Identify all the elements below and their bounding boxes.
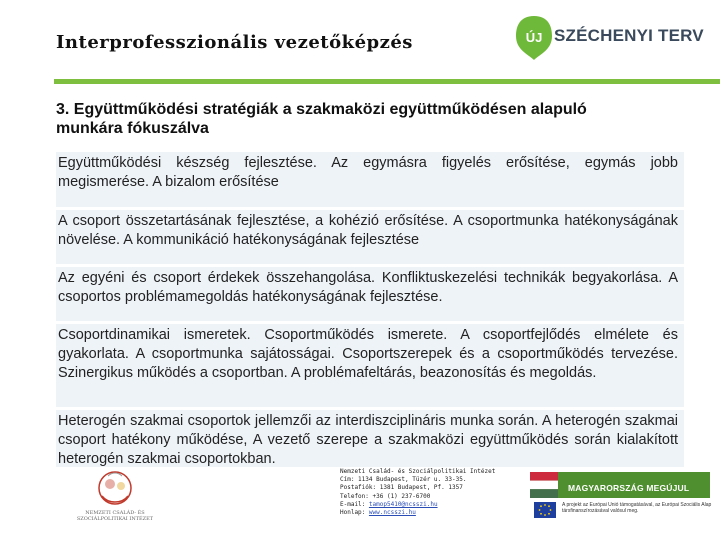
email-line xyxy=(340,501,520,509)
contact-line: Telefon: +36 (1) 237-6700 xyxy=(340,492,431,500)
email-link[interactable]: tamop5410@ncsszi.hu xyxy=(368,500,438,508)
content-block-3: Az egyéni és csoport érdekek összehangolása. Konfliktuskezelési technikák begyakorlása. A csoportos problémamegoldás hatékonyságának fejlesztése. xyxy=(56,267,684,321)
content-block-4: Csoportdinamikai ismeretek. Csoportműködés ismerete. A csoportfejlődés elmélete és gyakorlata. A csoportmunka sajátosságai. Csoportszerepek és a csoportműködés tervezése. Szinergikus működés a csoportban. A problémafeltárás, beazonosítás és megoldás. xyxy=(56,324,684,407)
page-title: Interprofesszionális vezetőképzés xyxy=(56,32,413,53)
content-block-5: Heterogén szakmai csoportok jellemzői az interdiszciplináris munka során. A heterogén szakmai csoport hatékony működése, A vezető szerepe a szakmaközi együttműködés során kialakított heterogén szakmai csoportokban. xyxy=(56,410,684,467)
banner-text: MAGYARORSZÁG MEGÚJUL xyxy=(568,483,690,493)
contact-line: Cím: 1134 Budapest, Tüzér u. 33-35. xyxy=(340,476,467,484)
web-label: Honlap: xyxy=(340,509,366,517)
email-label: E-mail: xyxy=(340,500,366,508)
content-block-2: A csoport összetartásának fejlesztése, a kohézió erősítése. A csoportmunka hatékonyságának növelése. A kommunikáció hatékonyságának fejlesztése xyxy=(56,210,684,264)
contact-info xyxy=(340,468,520,517)
contact-line: Postafiók: 1381 Budapest, Pf. 1357 xyxy=(340,484,463,492)
web-line xyxy=(340,509,520,517)
eu-funding-text: A projekt az Európai Unió támogatásával, az Európai Szociális Alap társfinanszírozásával valósul meg. xyxy=(562,502,712,515)
eu-flag-icon xyxy=(534,502,556,518)
header-divider xyxy=(54,79,720,84)
logo-badge: ÚJ xyxy=(525,30,543,45)
contact-line: Nemzeti Család- és Szociálpolitikai Intézet xyxy=(340,468,496,475)
content-blocks xyxy=(56,152,684,470)
content-block-1: Együttműködési készség fejlesztése. Az egymásra figyelés erősítése, egymás jobb megismerése. A bizalom erősítése xyxy=(56,152,684,207)
logo-text: SZÉCHENYI TERV xyxy=(554,26,704,45)
institute-logo-caption: NEMZETI CSALÁD- ÉS SZOCIÁLPOLITIKAI INTÉZET xyxy=(76,510,154,522)
web-link[interactable]: www.ncsszi.hu xyxy=(368,509,416,517)
section-title: 3. Együttműködési stratégiák a szakmaközi együttműködésen alapuló munkára fókuszálva xyxy=(56,101,587,137)
